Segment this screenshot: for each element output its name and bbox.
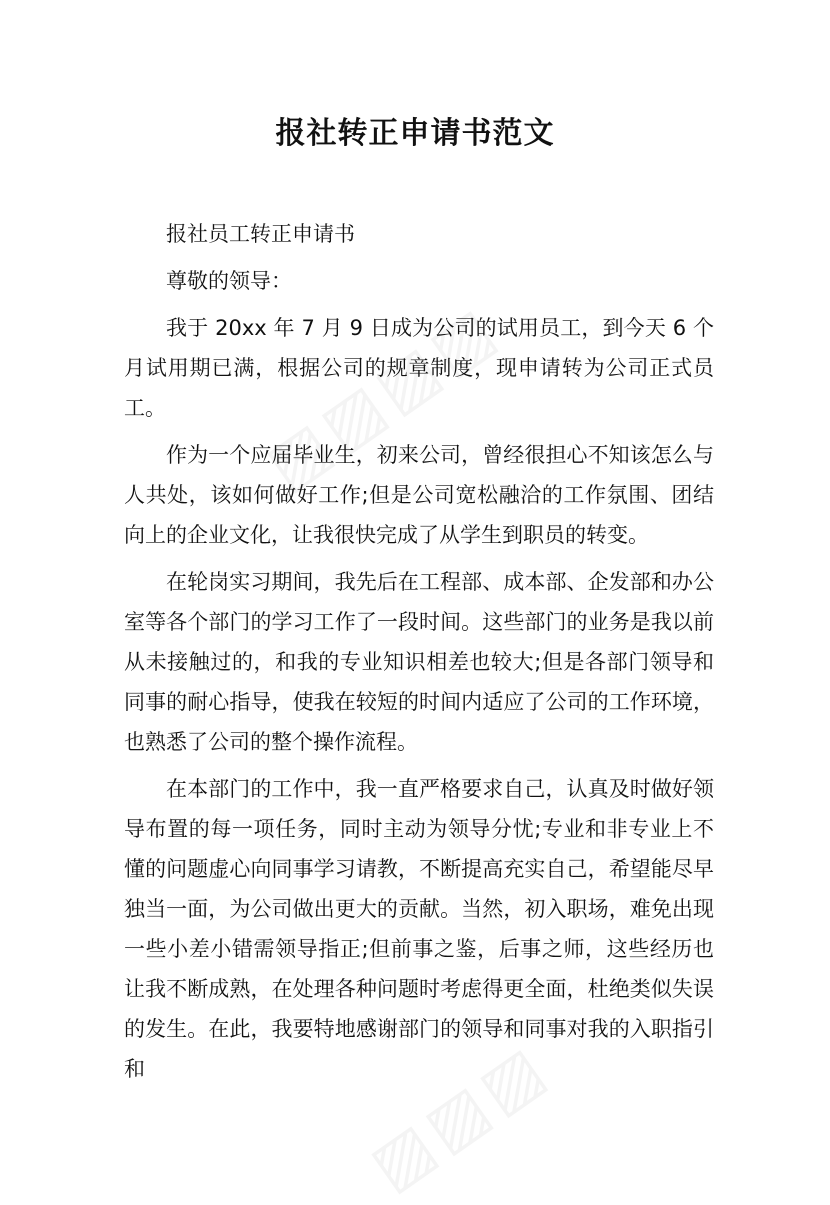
body-paragraph: 在本部门的工作中，我一直严格要求自己，认真及时做好领导布置的每一项任务，同时主动为领导分忧;专业和非专业上不懂的问题虚心向同事学习请教，不断提高充实自己，希望能尽早独当一面，为公司做出更大的贡献。当然，初入职场，难免出现一些小差小错需领导指正;但前事之鉴，后事之师，这些经历也让我不断成熟，在处理各种问题时考虑得更全面，杜绝类似失误的发生。在此，我要特地感谢部门的领导和同事对我的入职指引和: [124, 777, 714, 1081]
document-body: [124, 214, 714, 1096]
body-paragraph: 在轮岗实习期间，我先后在工程部、成本部、企发部和办公室等各个部门的学习工作了一段时间。这些部门的业务是我以前从未接触过的，和我的专业知识相差也较大;但是各部门领导和同事的耐心指导，使我在较短的时间内适应了公司的工作环境，也熟悉了公司的整个操作流程。: [124, 570, 714, 754]
document-title: 报社转正申请书范文: [275, 116, 555, 151]
body-paragraph: 我于 20xx 年 7 月 9 日成为公司的试用员工，到今天 6 个月试用期已满，根据公司的规章制度，现申请转为公司正式员工。: [124, 316, 714, 420]
greeting: 尊敬的领导：: [166, 269, 292, 293]
document-subtitle: 报社员工转正申请书: [166, 222, 355, 246]
body-paragraph: 作为一个应届毕业生，初来公司，曾经很担心不知该怎么与人共处，该如何做好工作;但是公司宽松融洽的工作氛围、团结向上的企业文化，让我很快完成了从学生到职员的转变。: [124, 443, 714, 547]
